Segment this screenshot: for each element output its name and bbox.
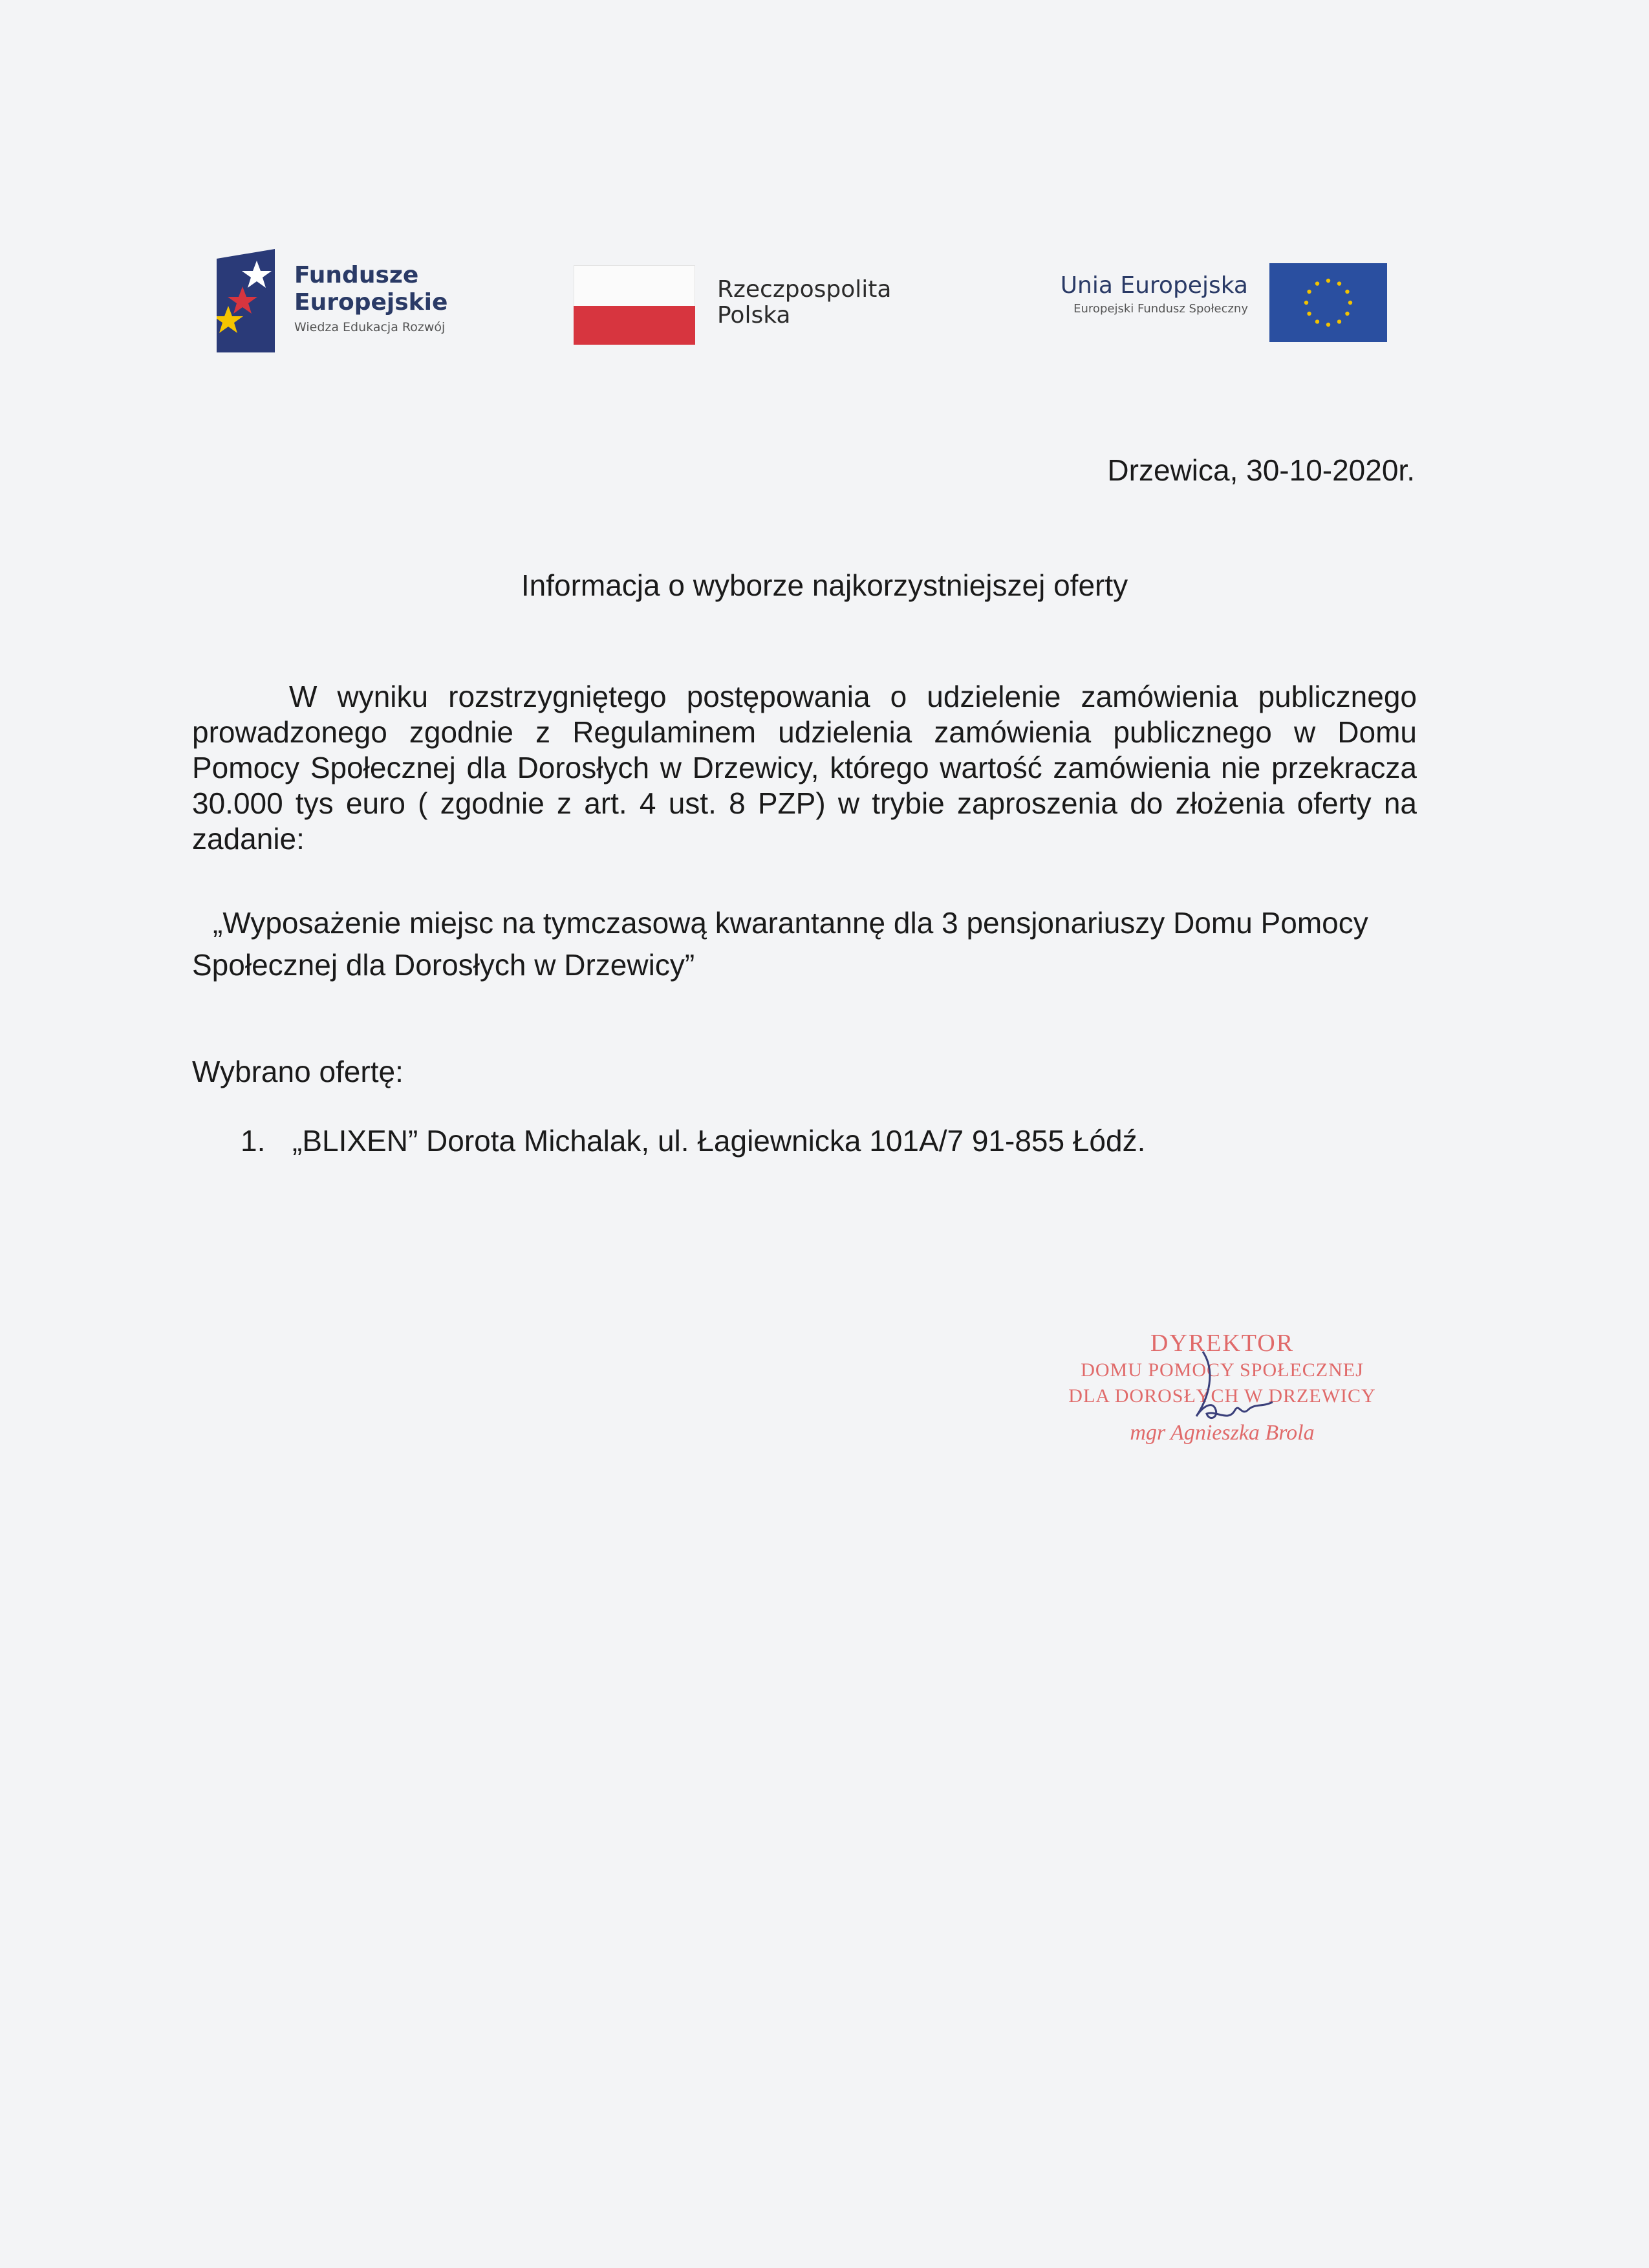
eu-star-icon	[1345, 290, 1349, 294]
stamp-line-director: DYREKTOR	[1150, 1330, 1295, 1357]
eu-star-icon	[1326, 323, 1330, 327]
stamp-line-name: mgr Agnieszka Brola	[1130, 1421, 1315, 1445]
rzeczpospolita-polska-logo	[574, 265, 936, 349]
eu-star-icon	[1345, 312, 1349, 316]
ue-name: Unia Europejska	[1060, 272, 1248, 299]
stamp-line-institution: DOMU POMOCY SPOŁECZNEJ	[1081, 1359, 1364, 1381]
eu-star-icon	[1307, 290, 1311, 294]
ue-fund-name: Europejski Fundusz Społeczny	[1073, 302, 1248, 316]
eu-star-icon	[1315, 281, 1319, 285]
offer-list-item	[241, 1123, 1145, 1158]
letter-body: W wyniku rozstrzygniętego postępowania o udzielenie zamówienia publicznego prowadzonego zgodnie z Regulaminem udzielenia zamówienia publicznego w Domu Pomocy Społecznej dla Dorosłych w Drzewicy, którego wartość zamówienia nie przekracza 30.000 tys euro ( zgodnie z art. 4 ust. 8 PZP) w trybie zaproszenia do złożenia oferty na zadanie:	[192, 680, 1417, 856]
handwritten-signature	[1190, 1345, 1280, 1429]
selected-offer-label: Wybrano ofertę:	[192, 1055, 404, 1088]
task-title-quote: „Wyposażenie miejsc na tymczasową kwarantannę dla 3 pensjonariuszy Domu Pomocy Społecznej dla Dorosłych w Drzewicy”	[192, 906, 1368, 982]
fundusze-europejskie-logo	[217, 249, 514, 356]
stamp-line-location: DLA DOROSŁYCH W DRZEWICY	[1068, 1385, 1376, 1407]
eu-star-icon	[1307, 312, 1311, 316]
offer-text: „BLIXEN” Dorota Michalak, ul. Łagiewnicka 101A/7 91-855 Łódź.	[292, 1124, 1146, 1158]
fe-name-line1: Fundusze	[294, 262, 419, 288]
eu-star-icon	[1348, 301, 1352, 305]
rp-name-line1: Rzeczpospolita	[717, 276, 892, 303]
polish-flag-icon	[574, 265, 695, 345]
eu-star-icon	[1304, 301, 1308, 305]
eu-star-icon	[1337, 319, 1341, 323]
eu-flag-icon	[1269, 263, 1387, 342]
fe-name-line2: Europejskie	[294, 289, 448, 316]
fe-star-icon	[217, 249, 285, 352]
offer-number: 1.	[241, 1124, 266, 1158]
letter-title: Informacja o wyborze najkorzystniejszej oferty	[521, 568, 1128, 602]
eu-star-icon	[1337, 281, 1341, 285]
eu-star-icon	[1326, 279, 1330, 283]
fe-tagline: Wiedza Edukacja Rozwój	[294, 320, 446, 334]
rp-name-line2: Polska	[717, 302, 791, 329]
eu-star-icon	[1315, 319, 1319, 323]
letter-date: Drzewica, 30-10-2020r.	[1107, 453, 1415, 487]
unia-europejska-logo	[989, 262, 1387, 346]
